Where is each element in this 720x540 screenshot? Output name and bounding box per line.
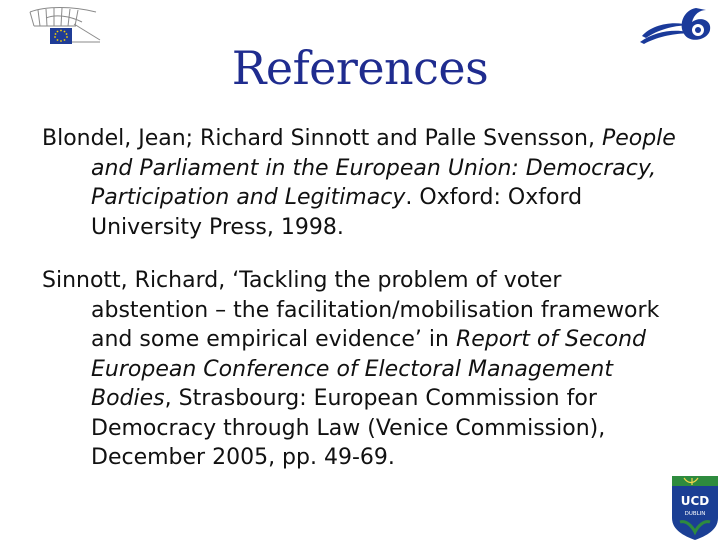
slide-title: References [231, 41, 489, 95]
reference-item [42, 266, 678, 473]
reference-authors: Sinnott, Richard, ‘Tackling the problem of voter abstention – the facilitation/mobilisation framework and some empirical evidence’ in [42, 268, 660, 352]
reference-list [42, 124, 678, 473]
reference-publication: , Strasbourg: European Commission for Democracy through Law (Venice Commission), December 2005, pp. 49-69. [91, 386, 606, 470]
reference-item [42, 124, 678, 242]
ucd-text: UCD [680, 494, 710, 508]
ucd-subtext: DUBLIN [684, 511, 706, 517]
reference-title: Report of Second European Conference of Electoral Management Bodies [91, 327, 647, 411]
reference-title: People and Parliament in the European Union: Democracy, Participation and Legitimacy [91, 126, 676, 210]
ucd-dublin-crest [670, 474, 720, 540]
reference-publication: . Oxford: Oxford University Press, 1998. [91, 185, 583, 240]
reference-authors: Blondel, Jean; Richard Sinnott and Palle Svensson, [42, 126, 602, 151]
